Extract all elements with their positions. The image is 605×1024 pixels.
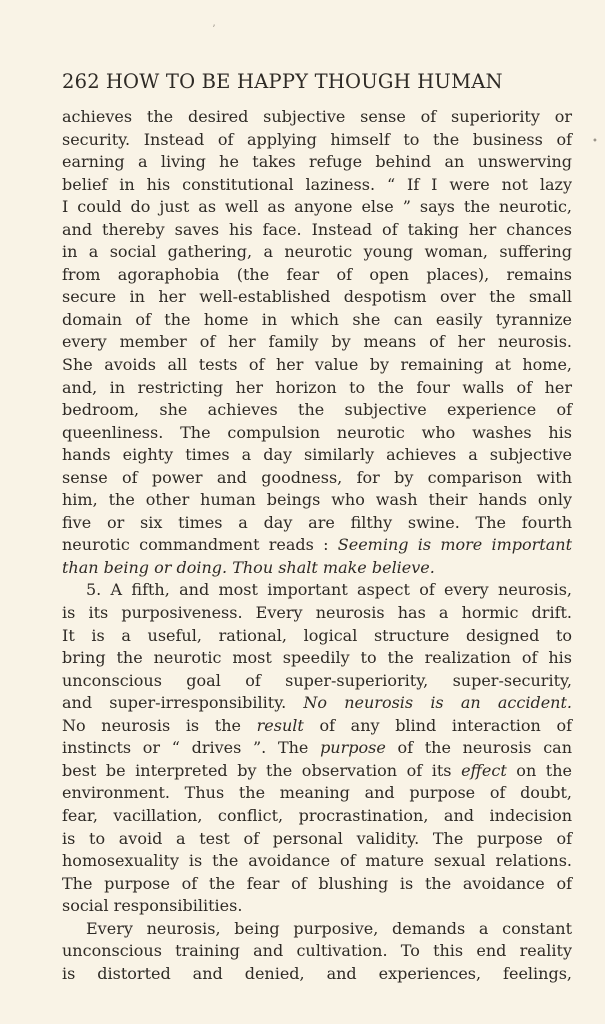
text-segment: of any blind interaction of <box>303 715 573 735</box>
text-line: social responsibilities. <box>62 896 243 916</box>
italic-word: purpose <box>320 738 386 758</box>
text-line: secure in her well-established despotism over the small <box>62 287 572 307</box>
text-line: unconscious training and cultivation. To this end reality <box>62 941 572 961</box>
text-line: achieves the desired subjective sense of superiority or <box>62 107 572 126</box>
text-line: It is a useful, rational, logical structure designed to <box>62 625 572 645</box>
text-line: fear, vacillation, conflict, procrastination, and indecision <box>62 805 572 825</box>
text-line: is to avoid a test of personal validity. The purpose of <box>62 828 572 848</box>
commandment-intro: neurotic commandment reads : <box>62 535 338 555</box>
top-speck: ʼ <box>212 24 216 35</box>
text-line: She avoids all tests of her value by remaining at home, <box>62 355 572 375</box>
text-line: in a social gathering, a neurotic young woman, suffering <box>62 242 572 262</box>
text-line: and thereby saves his face. Instead of taking her chances <box>62 219 572 239</box>
text-segment: of the neurosis can <box>385 738 572 758</box>
text-line: is distorted and denied, and experiences, feelings, <box>62 963 572 983</box>
text-line <box>62 737 572 760</box>
text-line: every member of her family by means of her neurosis. <box>62 332 572 352</box>
italic-word: effect <box>461 760 507 780</box>
text-line <box>62 760 572 783</box>
paragraph-start: Every neurosis, being purposive, demands a constant <box>86 918 572 938</box>
text-line: bedroom, she achieves the subjective experience of <box>62 400 572 420</box>
text-line: environment. Thus the meaning and purpose of doubt, <box>62 783 572 803</box>
text-line: security. Instead of applying himself to the business of <box>62 129 572 149</box>
text-line <box>62 557 572 580</box>
text-segment: and super-irresponsibility. <box>62 693 304 713</box>
running-title: HOW TO BE HAPPY THOUGH HUMAN <box>105 70 503 93</box>
text-line: queenliness. The compulsion neurotic who washes his <box>62 422 572 442</box>
text-line: belief in his constitutional laziness. “ If I were not lazy <box>62 174 572 194</box>
commandment-italic-2: than being or doing. Thou shalt make believe. <box>62 557 435 577</box>
text-segment: on the <box>506 760 573 780</box>
text-line: and, in restricting her horizon to the four walls of her <box>62 377 572 397</box>
text-line: The purpose of the fear of blushing is the avoidance of <box>62 873 572 893</box>
text-line: five or six times a day are filthy swine. The fourth <box>62 512 572 532</box>
text-line <box>62 692 572 715</box>
text-line: homosexuality is the avoidance of mature sexual relations. <box>62 851 572 871</box>
page-number: 262 <box>62 70 100 93</box>
commandment-italic-1: Seeming is more important <box>337 535 573 555</box>
text-line <box>62 534 572 557</box>
text-line: sense of power and goodness, for by comparison with <box>62 467 572 487</box>
text-line: domain of the home in which she can easily tyrannize <box>62 309 572 329</box>
text-line: earning a living he takes refuge behind an unswerving <box>62 152 572 172</box>
italic-phrase: No neurosis is an accident. <box>303 693 572 713</box>
text-line: unconscious goal of super-superiority, super-security, <box>62 670 572 690</box>
margin-speck: • <box>592 136 598 147</box>
body-text <box>62 106 572 985</box>
text-line: from agoraphobia (the fear of open places), remains <box>62 264 572 284</box>
text-line: is its purposiveness. Every neurosis has a hormic drift. <box>62 603 572 623</box>
paragraph-5-start: 5. A fifth, and most important aspect of every neurosis, <box>86 580 572 600</box>
text-segment: No neurosis is the <box>62 715 257 735</box>
text-line: hands eighty times a day similarly achieves a subjective <box>62 445 572 465</box>
text-line: I could do just as well as anyone else ” says the neurotic, <box>62 197 572 217</box>
text-segment: instincts or “ drives ”. The <box>62 738 321 758</box>
text-segment: best be interpreted by the observation of its <box>62 760 462 780</box>
running-header <box>62 70 572 93</box>
text-line: bring the neurotic most speedily to the realization of his <box>62 648 572 668</box>
text-line <box>62 715 572 738</box>
text-line: him, the other human beings who wash their hands only <box>62 490 572 510</box>
italic-word: result <box>256 715 304 735</box>
